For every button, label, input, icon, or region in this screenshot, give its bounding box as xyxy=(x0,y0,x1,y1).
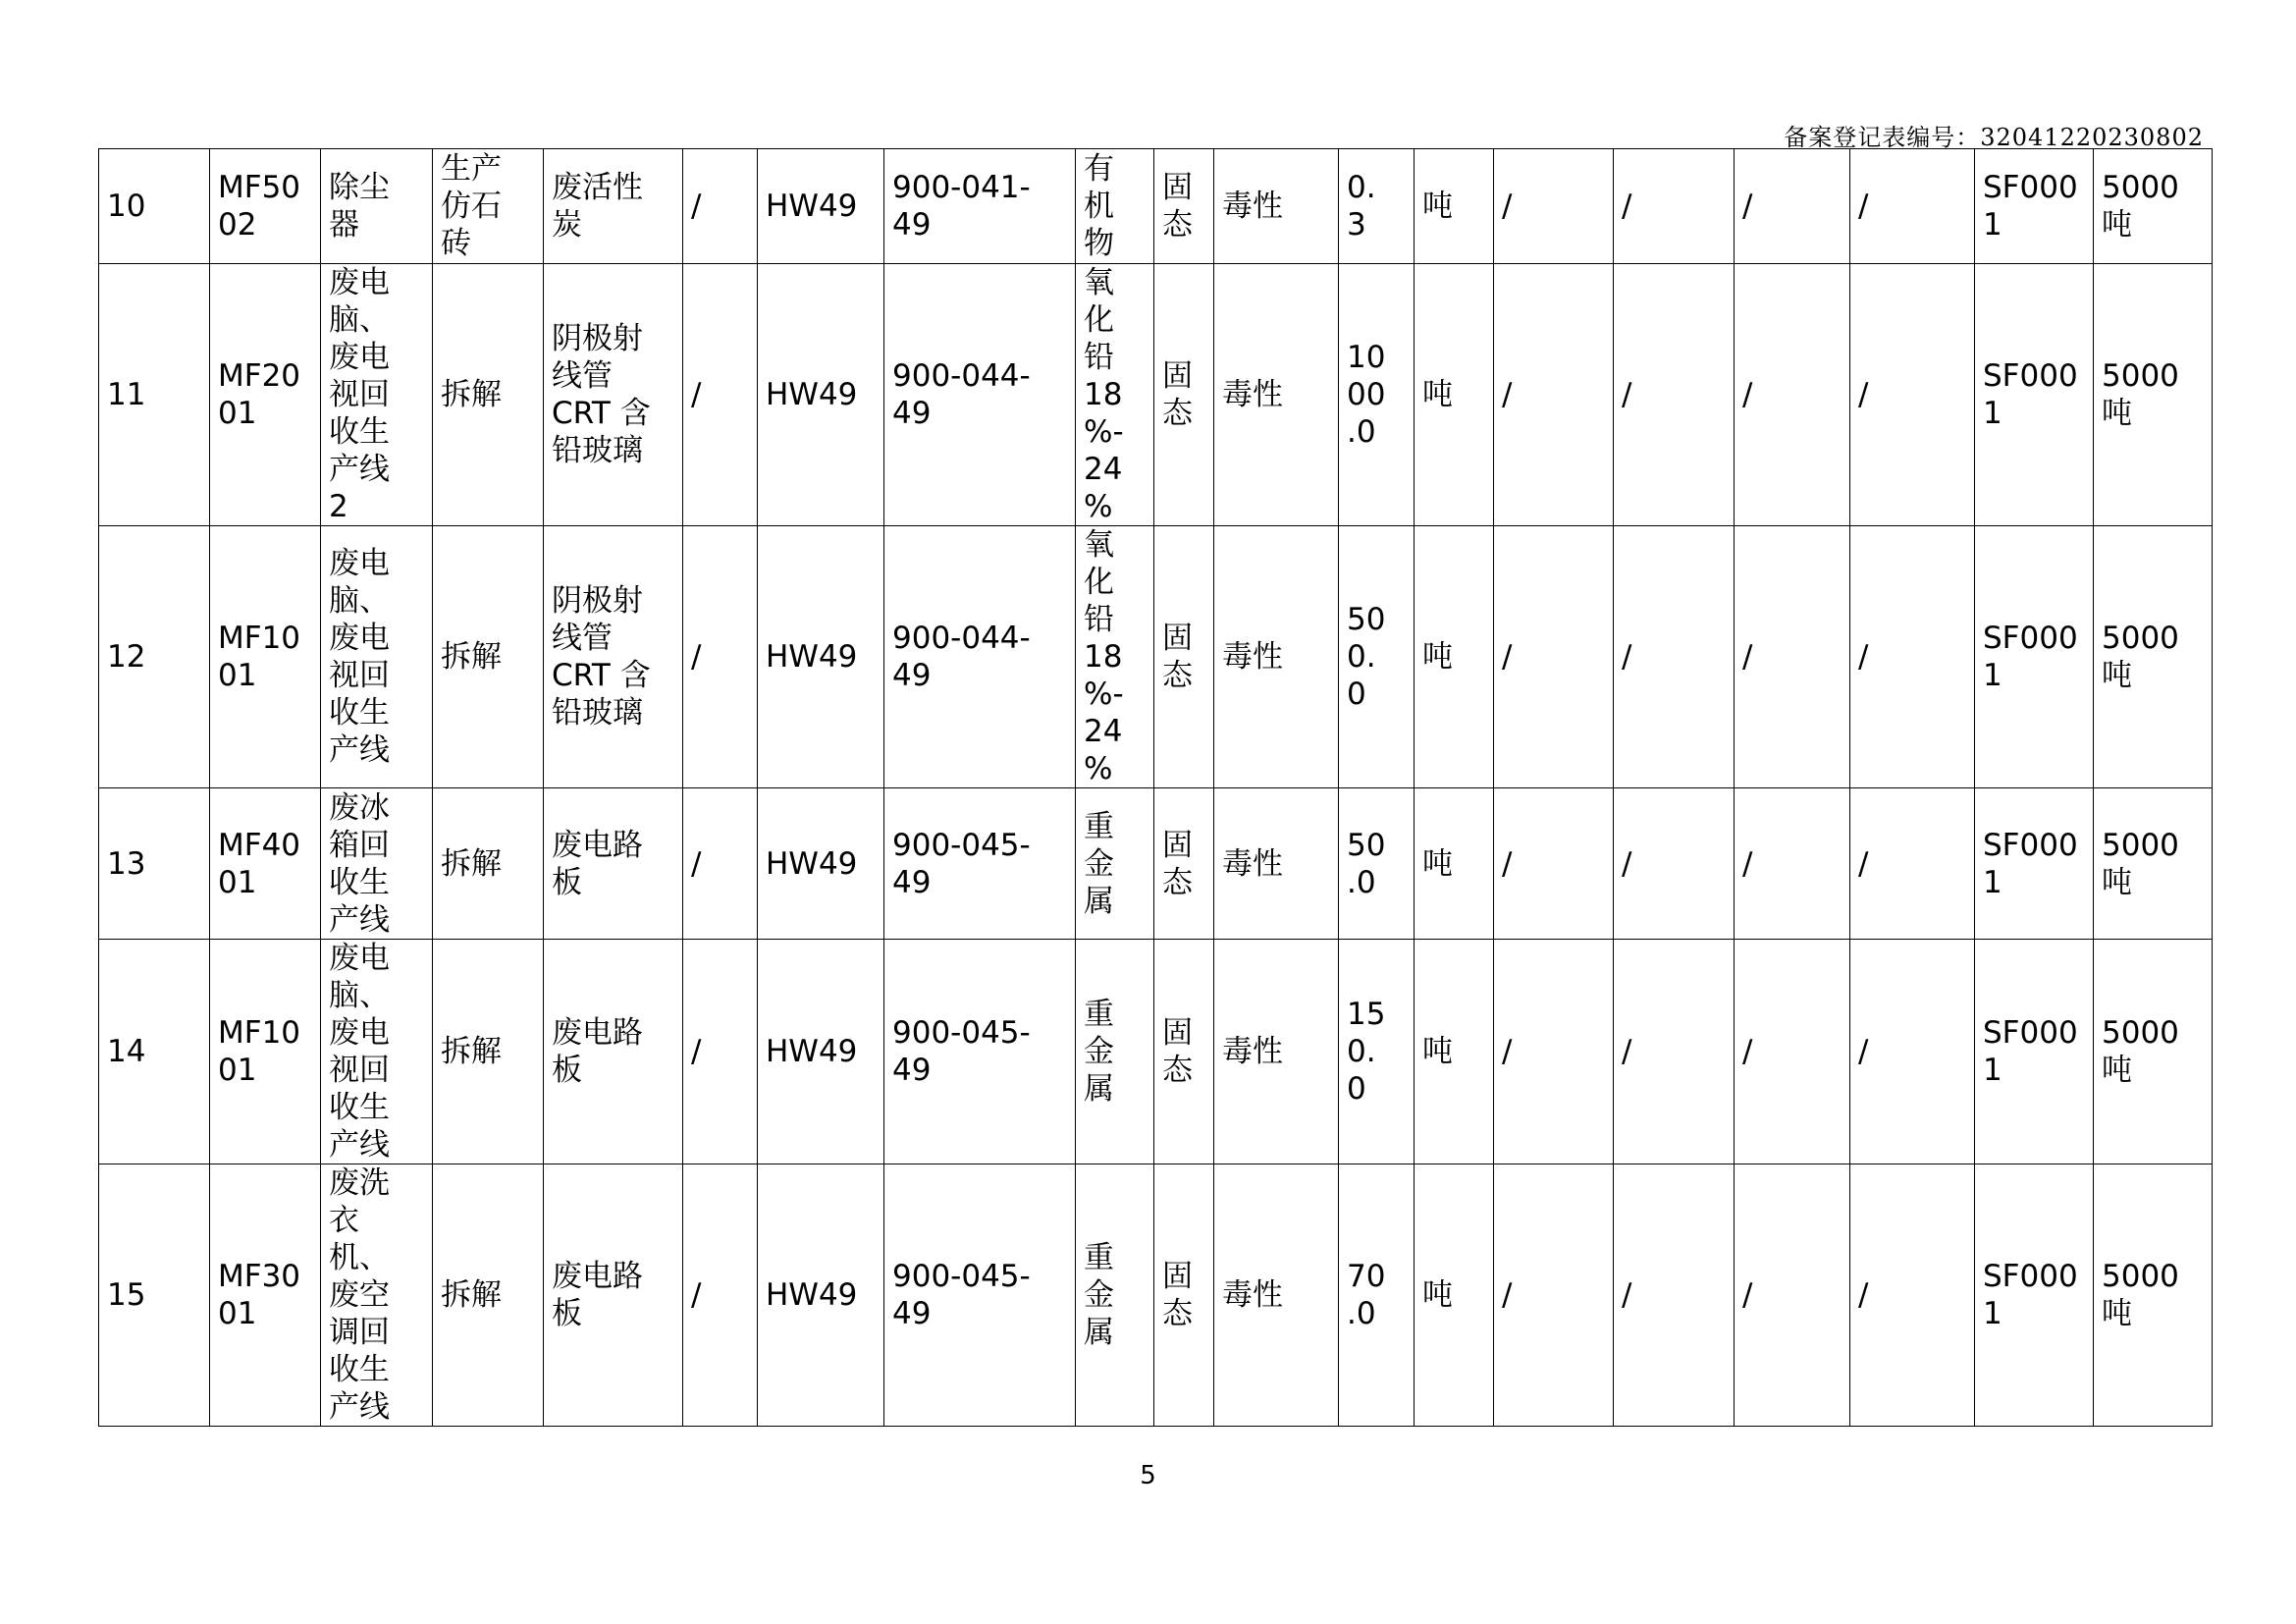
process-step-cell: 拆解 xyxy=(433,940,544,1164)
physical-form-cell: 固 态 xyxy=(1154,526,1214,788)
blank-cell-cell: / xyxy=(1735,940,1850,1164)
waste-code-cell: 900-044- 49 xyxy=(884,264,1076,526)
waste-category-cell: HW49 xyxy=(758,264,884,526)
row-number-cell: 12 xyxy=(99,526,210,788)
waste-name-cell: 废活性 炭 xyxy=(544,149,683,264)
process-step-cell: 拆解 xyxy=(433,1164,544,1427)
storage-capacity-cell: 5000 吨 xyxy=(2094,149,2213,264)
waste-name-cell: 废电路 板 xyxy=(544,940,683,1164)
waste-category-cell: HW49 xyxy=(758,526,884,788)
waste-name-cell: 阴极射 线管 CRT 含 铅玻璃 xyxy=(544,264,683,526)
row-number-cell: 14 xyxy=(99,940,210,1164)
hazard-component-cell: 重 金 属 xyxy=(1076,940,1154,1164)
waste-source-cell: 废电 脑、 废电 视回 收生 产线 xyxy=(321,940,433,1164)
waste-code-cell: 900-045- 49 xyxy=(884,788,1076,940)
physical-form-cell: 固 态 xyxy=(1154,264,1214,526)
annual-quantity-cell: 70 .0 xyxy=(1339,1164,1415,1427)
hazard-component-cell: 氧 化 铅 18 %- 24 % xyxy=(1076,264,1154,526)
quantity-unit-cell: 吨 xyxy=(1415,788,1494,940)
blank-cell-cell: / xyxy=(1494,526,1614,788)
table-body xyxy=(99,149,2213,1427)
blank-cell-cell: / xyxy=(1850,788,1975,940)
waste-source-cell: 废电 脑、 废电 视回 收生 产线 2 xyxy=(321,264,433,526)
hazardous-waste-table xyxy=(98,148,2213,1427)
blank-cell-cell: / xyxy=(1614,526,1735,788)
hazard-component-cell: 有 机 物 xyxy=(1076,149,1154,264)
table-row xyxy=(99,788,2213,940)
process-step-cell: 拆解 xyxy=(433,526,544,788)
waste-source-cell: 废电 脑、 废电 视回 收生 产线 xyxy=(321,526,433,788)
blank-cell-cell: / xyxy=(1850,264,1975,526)
storage-capacity-cell: 5000 吨 xyxy=(2094,264,2213,526)
annual-quantity-cell: 10 00 .0 xyxy=(1339,264,1415,526)
quantity-unit-cell: 吨 xyxy=(1415,940,1494,1164)
table-row xyxy=(99,149,2213,264)
page-number: 5 xyxy=(1140,1461,1156,1490)
physical-form-cell: 固 态 xyxy=(1154,1164,1214,1427)
waste-source-cell: 除尘 器 xyxy=(321,149,433,264)
blank-cell-cell: / xyxy=(1494,1164,1614,1427)
blank-cell-cell: / xyxy=(1735,149,1850,264)
storage-facility-cell: SF000 1 xyxy=(1975,149,2094,264)
waste-name-cell: 废电路 板 xyxy=(544,1164,683,1427)
storage-capacity-cell: 5000 吨 xyxy=(2094,788,2213,940)
blank-cell-cell: / xyxy=(1614,264,1735,526)
equipment-code-cell: MF50 02 xyxy=(210,149,321,264)
blank-cell-cell: / xyxy=(1614,149,1735,264)
equipment-code-cell: MF20 01 xyxy=(210,264,321,526)
blank-cell-cell: / xyxy=(1850,149,1975,264)
waste-alias-cell: / xyxy=(683,526,758,788)
process-step-cell: 生产 仿石 砖 xyxy=(433,149,544,264)
blank-cell-cell: / xyxy=(1494,940,1614,1164)
equipment-code-cell: MF30 01 xyxy=(210,1164,321,1427)
waste-alias-cell: / xyxy=(683,788,758,940)
equipment-code-cell: MF10 01 xyxy=(210,526,321,788)
physical-form-cell: 固 态 xyxy=(1154,788,1214,940)
waste-category-cell: HW49 xyxy=(758,940,884,1164)
blank-cell-cell: / xyxy=(1494,264,1614,526)
row-number-cell: 10 xyxy=(99,149,210,264)
hazard-property-cell: 毒性 xyxy=(1214,149,1339,264)
blank-cell-cell: / xyxy=(1494,788,1614,940)
storage-capacity-cell: 5000 吨 xyxy=(2094,526,2213,788)
blank-cell-cell: / xyxy=(1614,940,1735,1164)
process-step-cell: 拆解 xyxy=(433,788,544,940)
row-number-cell: 13 xyxy=(99,788,210,940)
hazard-property-cell: 毒性 xyxy=(1214,526,1339,788)
storage-facility-cell: SF000 1 xyxy=(1975,940,2094,1164)
hazard-property-cell: 毒性 xyxy=(1214,264,1339,526)
storage-facility-cell: SF000 1 xyxy=(1975,1164,2094,1427)
hazard-component-cell: 重 金 属 xyxy=(1076,788,1154,940)
storage-capacity-cell: 5000 吨 xyxy=(2094,1164,2213,1427)
waste-alias-cell: / xyxy=(683,149,758,264)
storage-facility-cell: SF000 1 xyxy=(1975,788,2094,940)
waste-code-cell: 900-044- 49 xyxy=(884,526,1076,788)
waste-alias-cell: / xyxy=(683,1164,758,1427)
storage-capacity-cell: 5000 吨 xyxy=(2094,940,2213,1164)
annual-quantity-cell: 0. 3 xyxy=(1339,149,1415,264)
waste-alias-cell: / xyxy=(683,940,758,1164)
waste-name-cell: 阴极射 线管 CRT 含 铅玻璃 xyxy=(544,526,683,788)
blank-cell-cell: / xyxy=(1614,1164,1735,1427)
physical-form-cell: 固 态 xyxy=(1154,940,1214,1164)
storage-facility-cell: SF000 1 xyxy=(1975,526,2094,788)
waste-category-cell: HW49 xyxy=(758,149,884,264)
hazard-property-cell: 毒性 xyxy=(1214,1164,1339,1427)
blank-cell-cell: / xyxy=(1735,264,1850,526)
blank-cell-cell: / xyxy=(1850,1164,1975,1427)
registration-number: 备案登记表编号：32041220230802 xyxy=(1784,124,2204,151)
waste-category-cell: HW49 xyxy=(758,1164,884,1427)
hazard-property-cell: 毒性 xyxy=(1214,788,1339,940)
row-number-cell: 15 xyxy=(99,1164,210,1427)
blank-cell-cell: / xyxy=(1494,149,1614,264)
equipment-code-cell: MF10 01 xyxy=(210,940,321,1164)
waste-name-cell: 废电路 板 xyxy=(544,788,683,940)
physical-form-cell: 固 态 xyxy=(1154,149,1214,264)
waste-source-cell: 废冰 箱回 收生 产线 xyxy=(321,788,433,940)
annual-quantity-cell: 50 0. 0 xyxy=(1339,526,1415,788)
hazard-property-cell: 毒性 xyxy=(1214,940,1339,1164)
blank-cell-cell: / xyxy=(1850,940,1975,1164)
quantity-unit-cell: 吨 xyxy=(1415,526,1494,788)
row-number-cell: 11 xyxy=(99,264,210,526)
hazard-component-cell: 氧 化 铅 18 %- 24 % xyxy=(1076,526,1154,788)
table-row xyxy=(99,526,2213,788)
annual-quantity-cell: 50 .0 xyxy=(1339,788,1415,940)
blank-cell-cell: / xyxy=(1735,1164,1850,1427)
process-step-cell: 拆解 xyxy=(433,264,544,526)
quantity-unit-cell: 吨 xyxy=(1415,149,1494,264)
table-row xyxy=(99,264,2213,526)
waste-alias-cell: / xyxy=(683,264,758,526)
waste-source-cell: 废洗 衣 机、 废空 调回 收生 产线 xyxy=(321,1164,433,1427)
blank-cell-cell: / xyxy=(1735,788,1850,940)
quantity-unit-cell: 吨 xyxy=(1415,1164,1494,1427)
storage-facility-cell: SF000 1 xyxy=(1975,264,2094,526)
waste-category-cell: HW49 xyxy=(758,788,884,940)
blank-cell-cell: / xyxy=(1850,526,1975,788)
equipment-code-cell: MF40 01 xyxy=(210,788,321,940)
waste-code-cell: 900-041- 49 xyxy=(884,149,1076,264)
blank-cell-cell: / xyxy=(1735,526,1850,788)
table-row xyxy=(99,1164,2213,1427)
annual-quantity-cell: 15 0. 0 xyxy=(1339,940,1415,1164)
blank-cell-cell: / xyxy=(1614,788,1735,940)
waste-code-cell: 900-045- 49 xyxy=(884,1164,1076,1427)
quantity-unit-cell: 吨 xyxy=(1415,264,1494,526)
hazard-component-cell: 重 金 属 xyxy=(1076,1164,1154,1427)
waste-code-cell: 900-045- 49 xyxy=(884,940,1076,1164)
table-row xyxy=(99,940,2213,1164)
